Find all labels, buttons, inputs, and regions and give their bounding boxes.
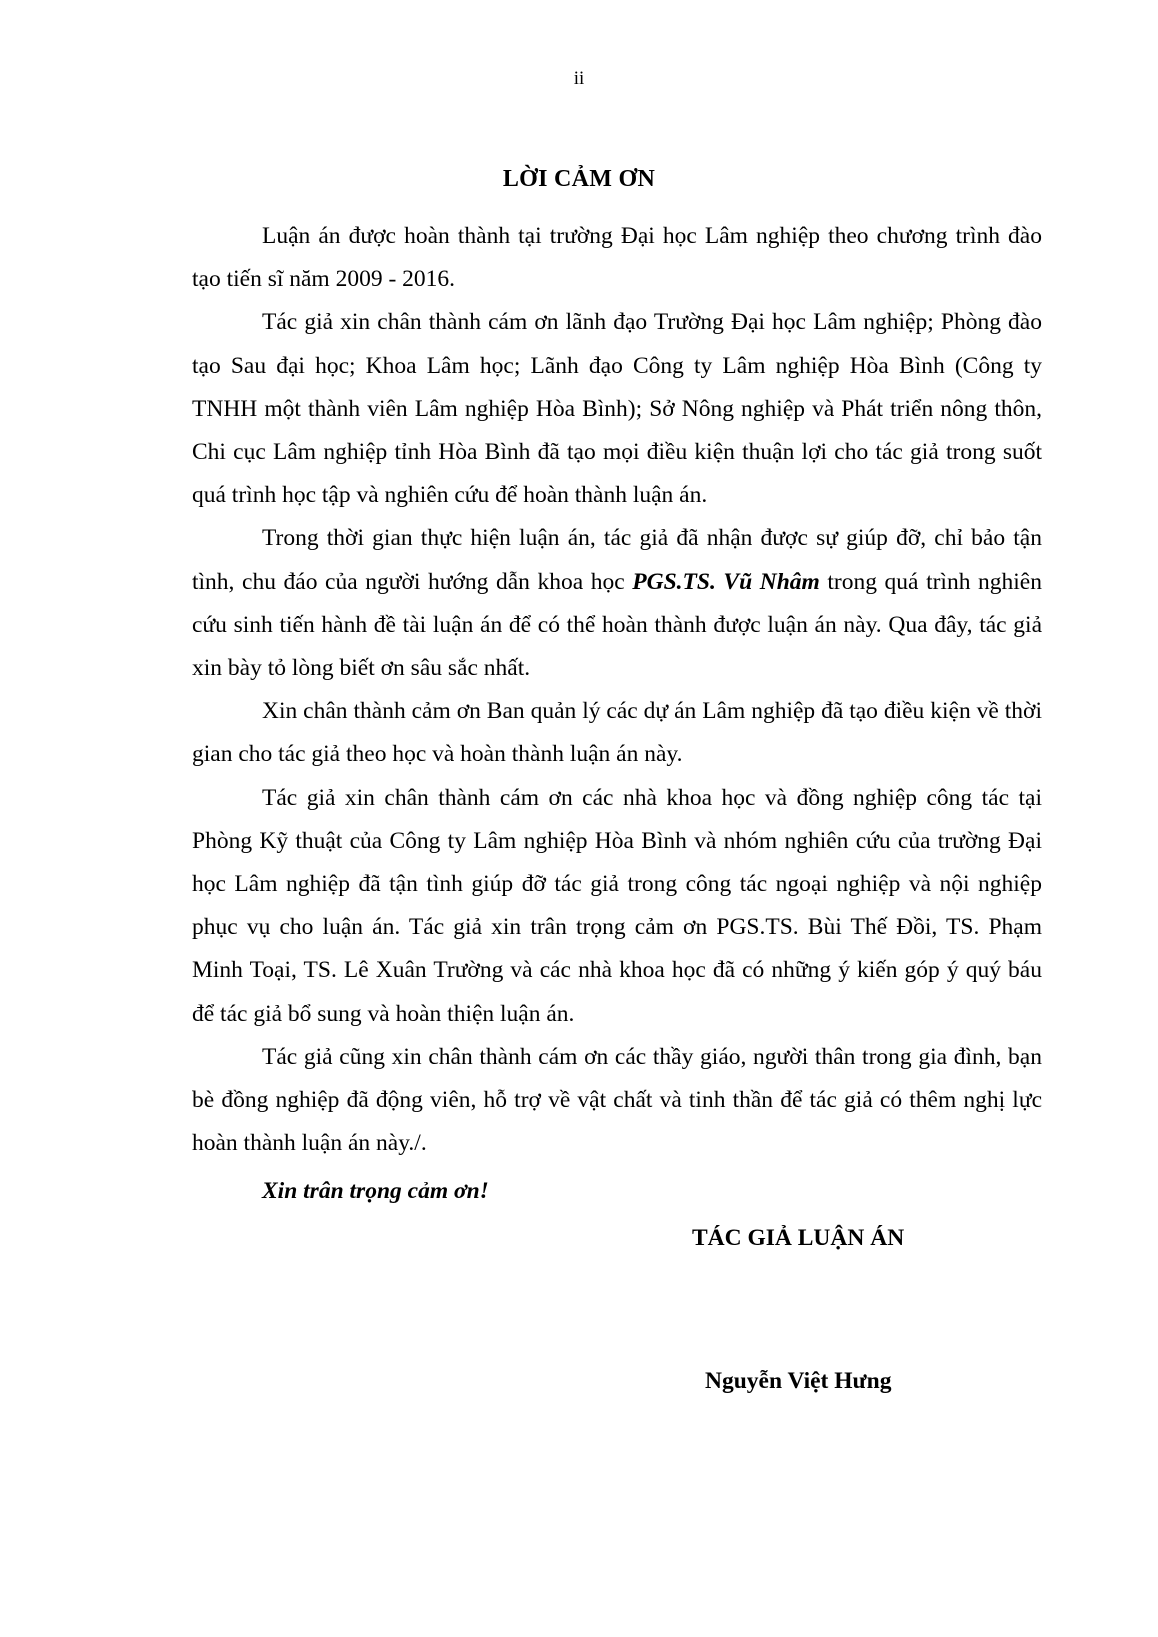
paragraph-colleagues: Tác giả xin chân thành cám ơn các nhà khoa học và đồng nghiệp công tác tại Phòng Kỹ thuật của Công ty Lâm nghiệp Hòa Bình và nhóm nghiên cứu của trường Đại học Lâm nghiệp đã tận tình giúp đỡ tác giả trong công tác ngoại nghiệp và nội nghiệp phục vụ cho luận án. Tác giả xin trân trọng cảm ơn PGS.TS. Bùi Thế Đồi, TS. Phạm Minh Toại, TS. Lê Xuân Trường và các nhà khoa học đã có những ý kiến góp ý quý báu để tác giả bổ sung và hoàn thiện luận án. <box>192 784 1042 1027</box>
paragraph-institutions: Tác giả xin chân thành cám ơn lãnh đạo Trường Đại học Lâm nghiệp; Phòng đào tạo Sau đại học; Khoa Lâm học; Lãnh đạo Công ty Lâm nghiệp Hòa Bình (Công ty TNHH một thành viên Lâm nghiệp Hòa Bình); Sở Nông nghiệp và Phát triển nông thôn, Chi cục Lâm nghiệp tỉnh Hòa Bình đã tạo mọi điều kiện thuận lợi cho tác giả trong suốt quá trình học tập và nghiên cứu để hoàn thành luận án. <box>192 309 1042 509</box>
signature-name: Nguyễn Việt Hưng <box>705 1368 892 1394</box>
paragraph-completion: Luận án được hoàn thành tại trường Đại học Lâm nghiệp theo chương trình đào tạo tiến sĩ năm 2009 - 2016. <box>192 223 1042 293</box>
signature-role: TÁC GIẢ LUẬN ÁN <box>692 1225 905 1251</box>
paragraph-family: Tác giả cũng xin chân thành cám ơn các thầy giáo, người thân trong gia đình, bạn bè đồng nghiệp đã động viên, hỗ trợ về vật chất và tinh thần để tác giả có thêm nghị lực hoàn thành luận án này./. <box>192 1043 1042 1157</box>
closing-thanks: Xin trân trọng cảm ơn! <box>262 1178 489 1204</box>
advisor-name: PGS.TS. Vũ Nhâm <box>632 568 820 595</box>
page-title: LỜI CẢM ƠN <box>502 166 656 192</box>
paragraph-advisor-tail: trong quá trình nghiên cứu sinh tiến hành đề tài luận án để có thể hoàn thành được luận án này. Qua đây, tác giả xin bày tỏ lòng biết ơn sâu sắc nhất. <box>192 568 1042 682</box>
paragraph-advisor <box>192 517 1042 690</box>
acknowledgement-body <box>192 215 1042 1165</box>
paragraph-advisor-lead: Trong thời gian thực hiện luận án, tác giả đã nhận được sự giúp đỡ, chỉ bảo tận tình, chu đáo của người hướng dẫn khoa học <box>192 525 1042 595</box>
paragraph-project-board: Xin chân thành cảm ơn Ban quản lý các dự án Lâm nghiệp đã tạo điều kiện về thời gian cho tác giả theo học và hoàn thành luận án này. <box>192 698 1042 768</box>
page-number: ii <box>573 68 585 89</box>
